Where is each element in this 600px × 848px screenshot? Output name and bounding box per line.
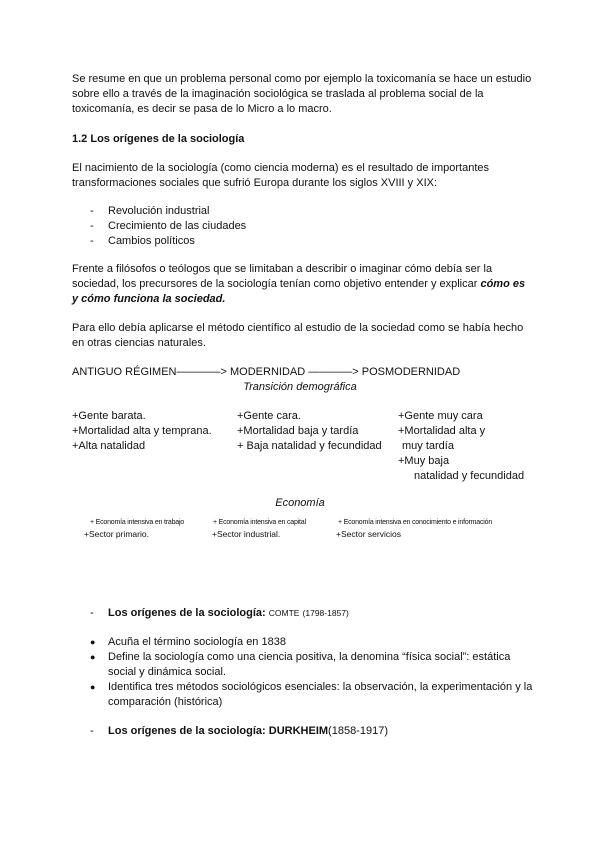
durkheim-label: Los orígenes de la sociología: bbox=[108, 725, 266, 737]
list-item: ● Identifica tres métodos sociológicos esenciales: la observación, la experimentación y la comparación (histórica) bbox=[90, 681, 533, 708]
transformations-list bbox=[90, 204, 246, 249]
method-paragraph: Para ello debía aplicarse el método científico al estudio de la sociedad como se había hecho en otras ciencias naturales. bbox=[72, 322, 524, 349]
durkheim-years: (1858-1917) bbox=[328, 725, 388, 737]
durkheim-name: DURKHEIM bbox=[268, 725, 329, 737]
timeline-arrow: ————> bbox=[176, 366, 227, 378]
comte-heading bbox=[90, 606, 349, 621]
list-item: - Revolución industrial bbox=[90, 205, 210, 217]
dash-marker: - bbox=[90, 235, 94, 247]
stage-modernidad: MODERNIDAD bbox=[230, 366, 306, 378]
section-title: 1.2 Los orígenes de la sociología bbox=[72, 133, 245, 145]
list-item: - Cambios políticos bbox=[90, 235, 195, 247]
dash-marker: - bbox=[90, 607, 94, 619]
economy-title: Economía bbox=[275, 497, 325, 509]
economy-sector-modernidad: +Sector industrial. bbox=[212, 529, 281, 539]
philosophers-paragraph: Frente a filósofos o teólogos que se limitaban a describir o imaginar cómo debía ser la sociedad, los precursores de la sociología tenían como objetivo entender y explicar cómo es y cómo funciona la sociedad. bbox=[72, 263, 526, 305]
economy-sector-posmodernidad: +Sector servicios bbox=[336, 529, 401, 539]
list-item: ● Define la sociología como una ciencia positiva, la denomina “física social”: estática social y dinámica social. bbox=[90, 651, 511, 678]
demographic-title: Transición demográfica bbox=[243, 381, 357, 393]
economy-labor-antiguo: + Economía intensiva en trabajo bbox=[90, 519, 185, 526]
comte-label: Los orígenes de la sociología: bbox=[108, 607, 266, 619]
dash-marker: - bbox=[90, 220, 94, 232]
list-item: - Crecimiento de las ciudades bbox=[90, 220, 247, 232]
dash-marker: - bbox=[90, 205, 94, 217]
economy-labor-posmodernidad: + Economía intensiva en conocimiento e información bbox=[338, 519, 493, 526]
comte-years: (1798-1857) bbox=[302, 608, 349, 618]
economy-labor-modernidad: + Economía intensiva en capital bbox=[213, 519, 306, 526]
timeline-row bbox=[72, 365, 460, 380]
economy-sector-antiguo: +Sector primario. bbox=[84, 529, 149, 539]
stage-antiguo-regimen: ANTIGUO RÉGIMEN bbox=[72, 366, 177, 378]
demographic-col-posmodernidad: +Gente muy cara +Mortalidad alta y muy tardía +Muy baja natalidad y fecundidad bbox=[398, 410, 525, 482]
demographic-col-antiguo: +Gente barata. +Mortalidad alta y temprana. +Alta natalidad bbox=[72, 410, 212, 452]
durkheim-heading bbox=[90, 724, 388, 739]
demographic-col-modernidad: +Gente cara. +Mortalidad baja y tardía + Baja natalidad y fecundidad bbox=[237, 410, 382, 452]
intro-paragraph: Se resume en que un problema personal como por ejemplo la toxicomanía se hace un estudio sobre ello a través de la imaginación sociológica se traslada al problema social de la toxicomanía, es decir se pasa de lo Micro a lo macro. bbox=[72, 73, 532, 115]
comte-bullets bbox=[90, 635, 535, 710]
list-item: ● Acuña el término sociología en 1838 bbox=[90, 636, 286, 648]
birth-paragraph: El nacimiento de la sociología (como ciencia moderna) es el resultado de importantes transformaciones sociales que sufrió Europa durante los siglos XVIII y XIX: bbox=[72, 162, 489, 189]
stage-posmodernidad: POSMODERNIDAD bbox=[361, 366, 461, 378]
emphasis-text: cómo es y cómo funciona la sociedad. bbox=[72, 278, 526, 305]
timeline-arrow: ————> bbox=[308, 366, 359, 378]
bullet-marker: ● bbox=[90, 652, 96, 662]
comte-name: COMTE bbox=[268, 608, 300, 618]
bullet-marker: ● bbox=[90, 637, 96, 647]
bullet-marker: ● bbox=[90, 682, 96, 692]
dash-marker: - bbox=[90, 725, 94, 737]
